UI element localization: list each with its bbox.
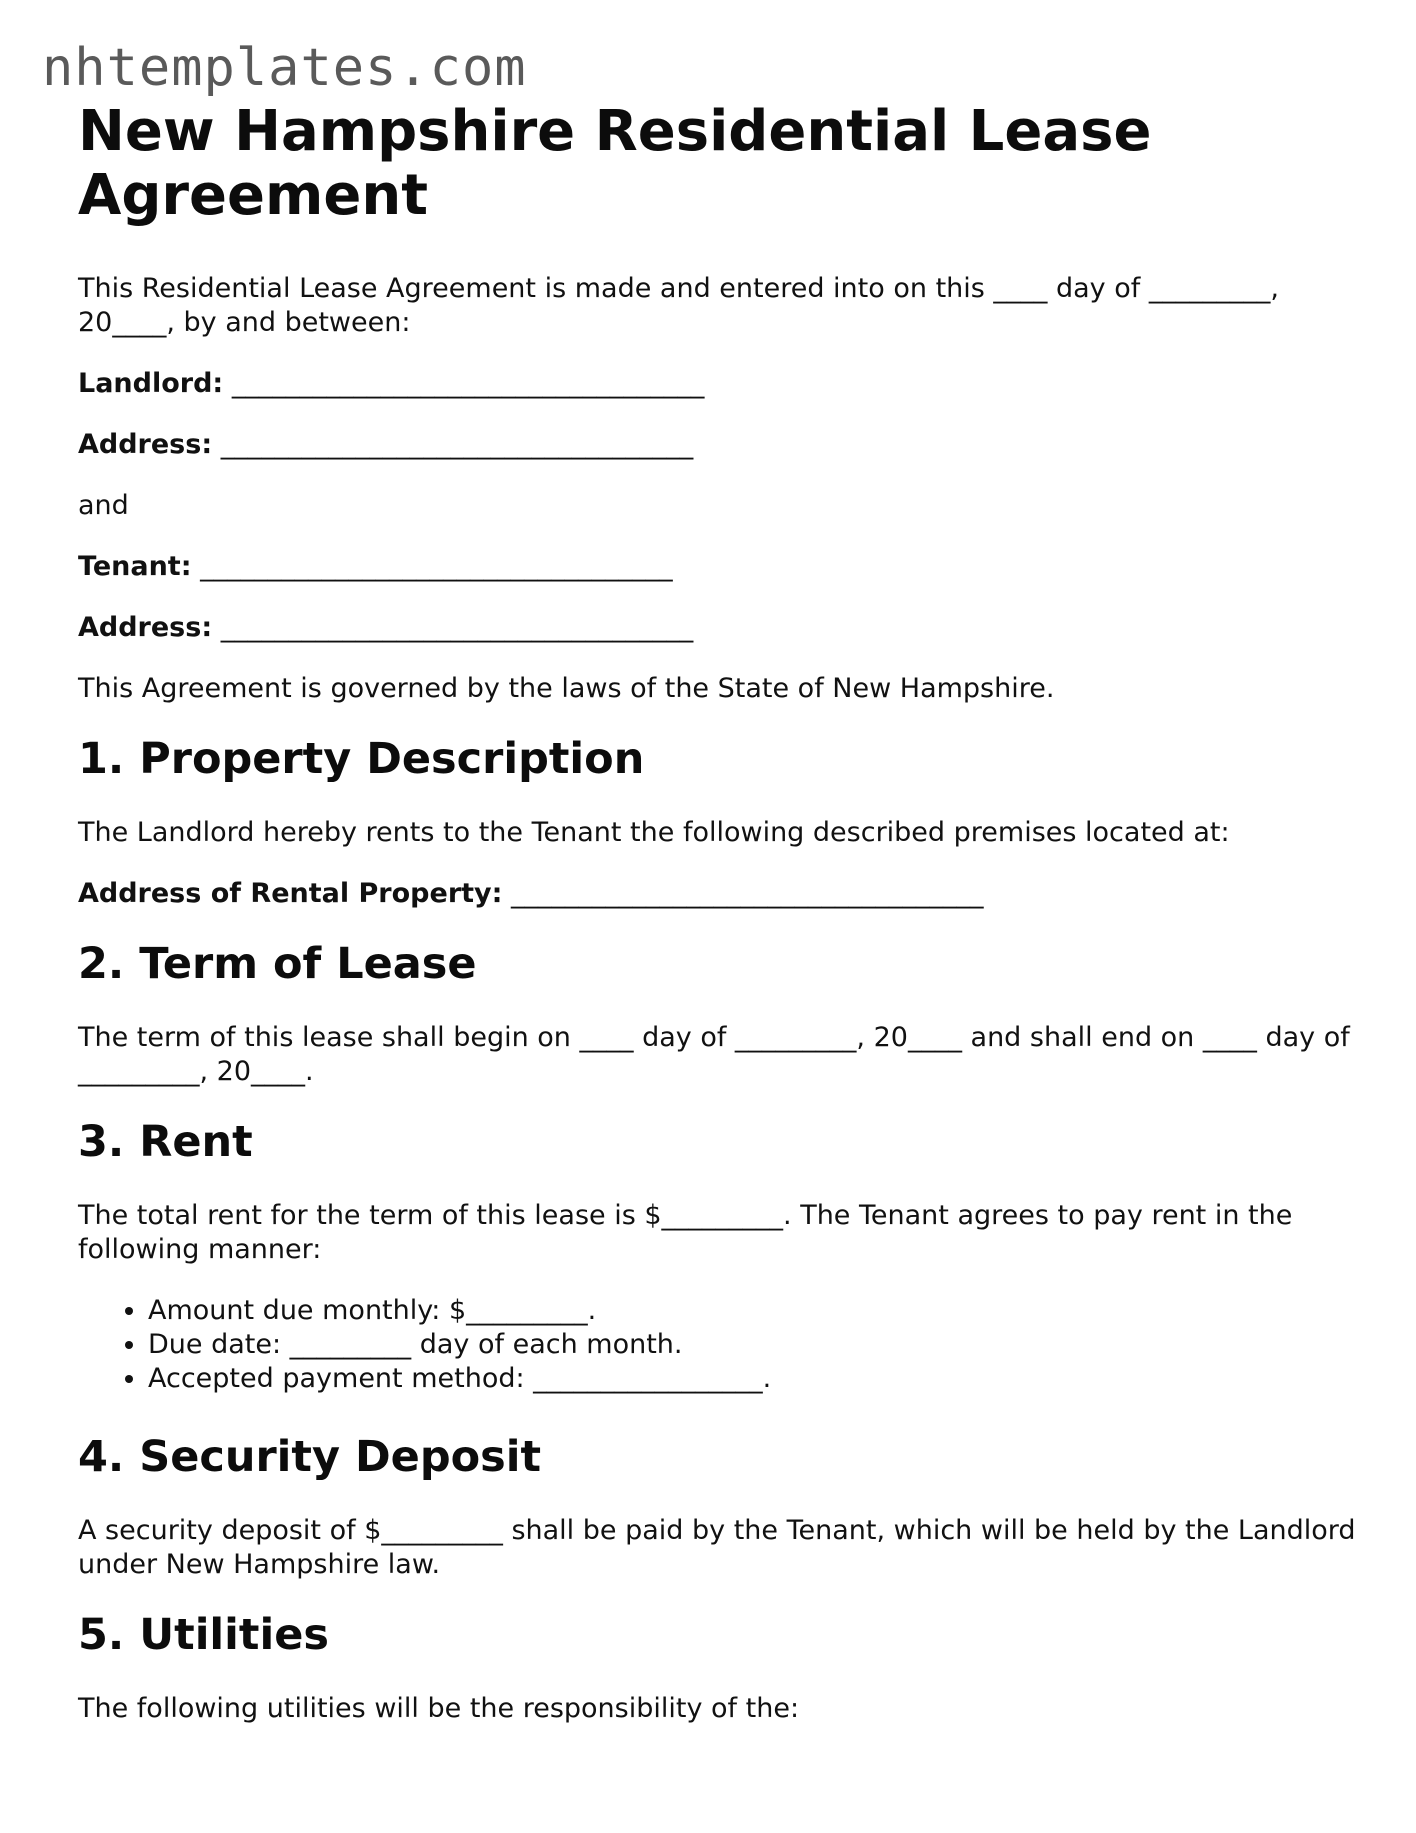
landlord-field: [78, 367, 1358, 401]
intro-paragraph: This Residential Lease Agreement is made and entered into on this ____ day of _________, 20____, by and between:: [78, 273, 1279, 338]
rental-address-field: [78, 877, 1358, 911]
tenant-blank: ___________________________________: [200, 551, 673, 582]
section-rent-heading: 3. Rent: [78, 1117, 253, 1167]
list-item: • Due date: _________ day of each month.: [148, 1328, 1358, 1362]
governing-law-paragraph: This Agreement is governed by the laws of the State of New Hampshire.: [78, 673, 1055, 704]
section-term-heading: 2. Term of Lease: [78, 939, 477, 989]
landlord-label: Landlord:: [78, 368, 224, 399]
and-text: and: [78, 490, 129, 521]
lease-document: [78, 100, 1358, 1753]
landlord-address-blank: ___________________________________: [220, 429, 694, 460]
section-rent-text: The total rent for the term of this lease is $_________. The Tenant agrees to pay rent in the following manner:: [78, 1200, 1293, 1265]
section-utilities-heading: 5. Utilities: [78, 1610, 329, 1660]
rent-terms-list: [78, 1294, 1358, 1396]
section-property-heading: 1. Property Description: [78, 734, 645, 784]
site-watermark: nhtemplates.com: [42, 38, 527, 98]
tenant-label: Tenant:: [78, 551, 192, 582]
section-deposit-heading: 4. Security Deposit: [78, 1432, 542, 1482]
tenant-address-label: Address:: [78, 612, 213, 643]
list-item: • Amount due monthly: $_________.: [148, 1294, 1358, 1328]
landlord-address-field: [78, 428, 1358, 462]
section-utilities-text: The following utilities will be the responsibility of the:: [78, 1693, 800, 1724]
section-property-text: The Landlord hereby rents to the Tenant the following described premises located at:: [78, 817, 1230, 848]
rental-address-label: Address of Rental Property:: [78, 878, 503, 909]
section-deposit-text: A security deposit of $_________ shall be paid by the Tenant, which will be held by the Landlord under New Hampshire law.: [78, 1515, 1356, 1580]
landlord-address-label: Address:: [78, 429, 213, 460]
tenant-address-field: [78, 611, 1358, 645]
list-item: • Accepted payment method: _________________.: [148, 1362, 1358, 1396]
tenant-address-blank: ___________________________________: [220, 612, 694, 643]
section-term-text: The term of this lease shall begin on ____ day of _________, 20____ and shall end on ____ day of _________, 20____.: [78, 1022, 1350, 1087]
rental-address-blank: ___________________________________: [511, 878, 984, 909]
document-title: New Hampshire Residential Lease Agreement: [78, 99, 1152, 228]
landlord-blank: ___________________________________: [231, 368, 705, 399]
tenant-field: [78, 550, 1358, 584]
